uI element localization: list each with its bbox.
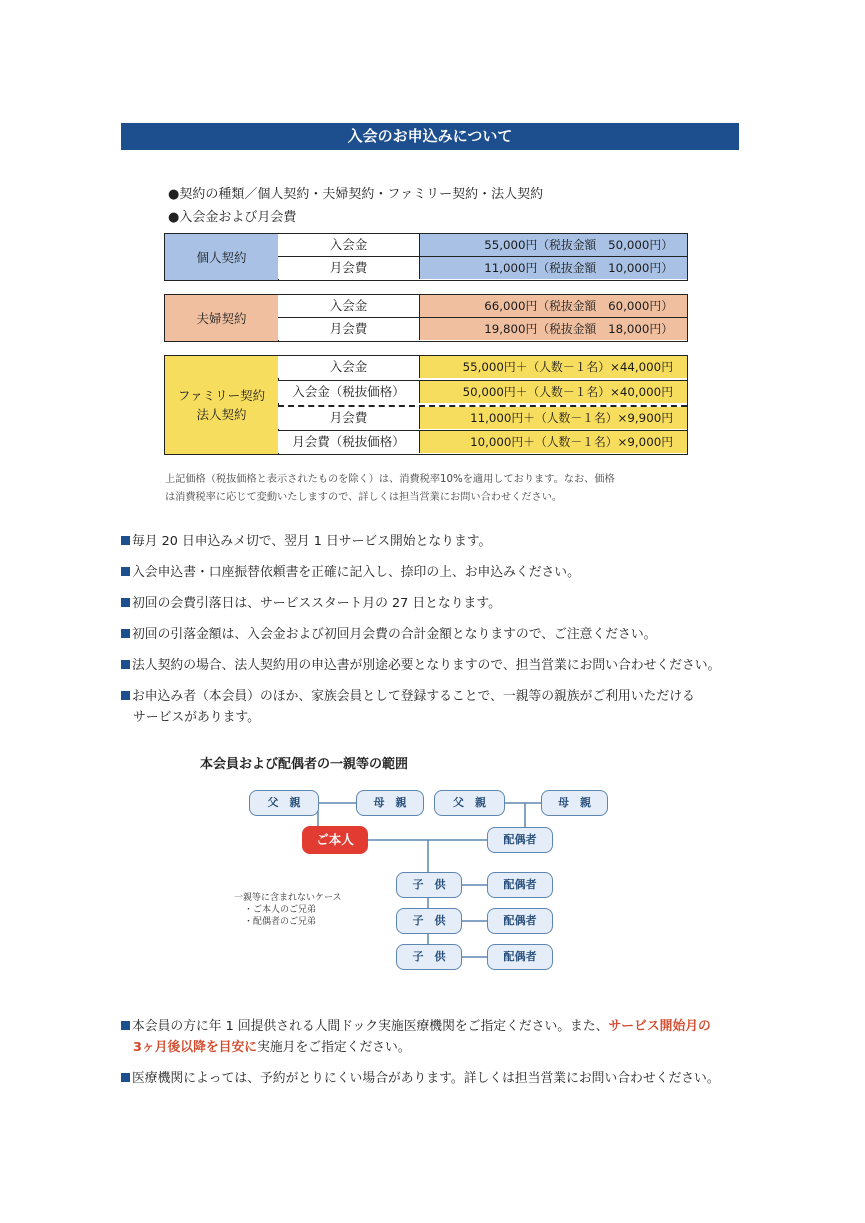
list-item: 本会員の方に年 1 回提供される人間ドック実施医療機関をご指定ください。また、サービス開始月の 3ヶ月後以降を目安に実施月をご指定ください。 — [121, 1016, 711, 1058]
table-row — [278, 430, 687, 453]
spouse-mother-box: 母 親 — [541, 790, 608, 816]
square-bullet-icon — [121, 691, 130, 700]
fee-price: 11,000円（税抜金額 10,000円） — [420, 257, 687, 279]
fee-price: 55,000円＋（人数－１名）×44,000円 — [420, 356, 687, 378]
list-item: 初回の会費引落日は、サービススタート月の 27 日となります。 — [121, 593, 501, 614]
individual-label: 個人契約 — [165, 234, 279, 280]
fee-price: 55,000円（税抜金額 50,000円） — [420, 234, 687, 256]
corporate-label: 法人契約 — [196, 407, 247, 422]
list-item: お申込み者（本会員）のほか、家族会員として登録することで、一親等の親族がご利用いただける サービスがあります。 — [121, 686, 695, 728]
table-row — [278, 356, 687, 378]
diagram-title: 本会員および配偶者の一親等の範囲 — [200, 757, 409, 772]
child-box: 子 供 — [396, 872, 462, 898]
table-row — [278, 256, 687, 279]
fee-name: 入会金（税抜価格） — [278, 381, 420, 403]
list-item: 法人契約の場合、法人契約用の申込書が別途必要となりますので、担当営業にお問い合わせください。 — [121, 655, 720, 676]
family-label: ファミリー契約 — [177, 388, 266, 403]
fee-name: 月会費 — [278, 407, 420, 429]
table-row — [278, 234, 687, 256]
fee-price: 11,000円＋（人数－１名）×9,900円 — [420, 407, 687, 429]
couple-price-table — [164, 294, 688, 342]
list-item: 入会申込書・口座振替依頼書を正確に記入し、捺印の上、お申込みください。 — [121, 562, 580, 583]
fee-name: 入会金 — [278, 234, 420, 256]
family-corporate-label — [165, 356, 279, 454]
exclusion-note: 一親等に含まれないケース ・ご本人のご兄弟 ・配偶者のご兄弟 — [234, 893, 342, 927]
child-box: 子 供 — [396, 908, 462, 934]
square-bullet-icon — [121, 598, 130, 607]
couple-label: 夫婦契約 — [165, 295, 279, 341]
table-row — [278, 380, 687, 403]
list-item: 医療機関によっては、予約がとりにくい場合があります。詳しくは担当営業にお問い合わせください。 — [121, 1068, 720, 1089]
square-bullet-icon — [121, 567, 130, 576]
fee-name: 入会金 — [278, 295, 420, 317]
fee-price: 50,000円＋（人数－１名）×40,000円 — [420, 381, 687, 403]
square-bullet-icon — [121, 660, 130, 669]
fee-price: 10,000円＋（人数－１名）×9,000円 — [420, 431, 687, 453]
list-item: 初回の引落金額は、入会金および初回月会費の合計金額となりますので、ご注意ください。 — [121, 624, 656, 645]
square-bullet-icon — [121, 536, 130, 545]
self-father-box: 父 親 — [249, 790, 319, 816]
fee-name: 月会費 — [278, 318, 420, 340]
child-spouse-box: 配偶者 — [487, 944, 553, 970]
tax-note-line-1: 上記価格（税抜価格と表示されたものを除く）は、消費税率10%を適用しております。なお、価格 — [165, 474, 615, 485]
table-row — [278, 295, 687, 317]
square-bullet-icon — [121, 1021, 130, 1030]
individual-price-table — [164, 233, 688, 281]
spouse-father-box: 父 親 — [434, 790, 505, 816]
child-spouse-box: 配偶者 — [487, 872, 553, 898]
self-mother-box: 母 親 — [356, 790, 424, 816]
child-box: 子 供 — [396, 944, 462, 970]
fees-heading-line: ●入会金および月会費 — [168, 210, 297, 225]
contract-types-line: ●契約の種類／個人契約・夫婦契約・ファミリー契約・法人契約 — [168, 187, 544, 202]
family-corporate-price-table — [164, 355, 688, 455]
fee-price: 66,000円（税抜金額 60,000円） — [420, 295, 687, 317]
self-box: ご本人 — [302, 826, 368, 854]
tax-note-line-2: は消費税率に応じて変動いたしますので、詳しくは担当営業にお問い合わせください。 — [165, 492, 563, 503]
fee-name: 月会費（税抜価格） — [278, 431, 420, 453]
fee-name: 入会金 — [278, 356, 420, 378]
spouse-box: 配偶者 — [487, 827, 553, 853]
fee-name: 月会費 — [278, 257, 420, 279]
child-spouse-box: 配偶者 — [487, 908, 553, 934]
table-row — [278, 405, 687, 429]
square-bullet-icon — [121, 629, 130, 638]
section-title-banner: 入会のお申込みについて — [121, 123, 739, 150]
table-row — [278, 317, 687, 340]
square-bullet-icon — [121, 1073, 130, 1082]
list-item: 毎月 20 日申込みメ切で、翌月 1 日サービス開始となります。 — [121, 531, 491, 552]
fee-price: 19,800円（税抜金額 18,000円） — [420, 318, 687, 340]
